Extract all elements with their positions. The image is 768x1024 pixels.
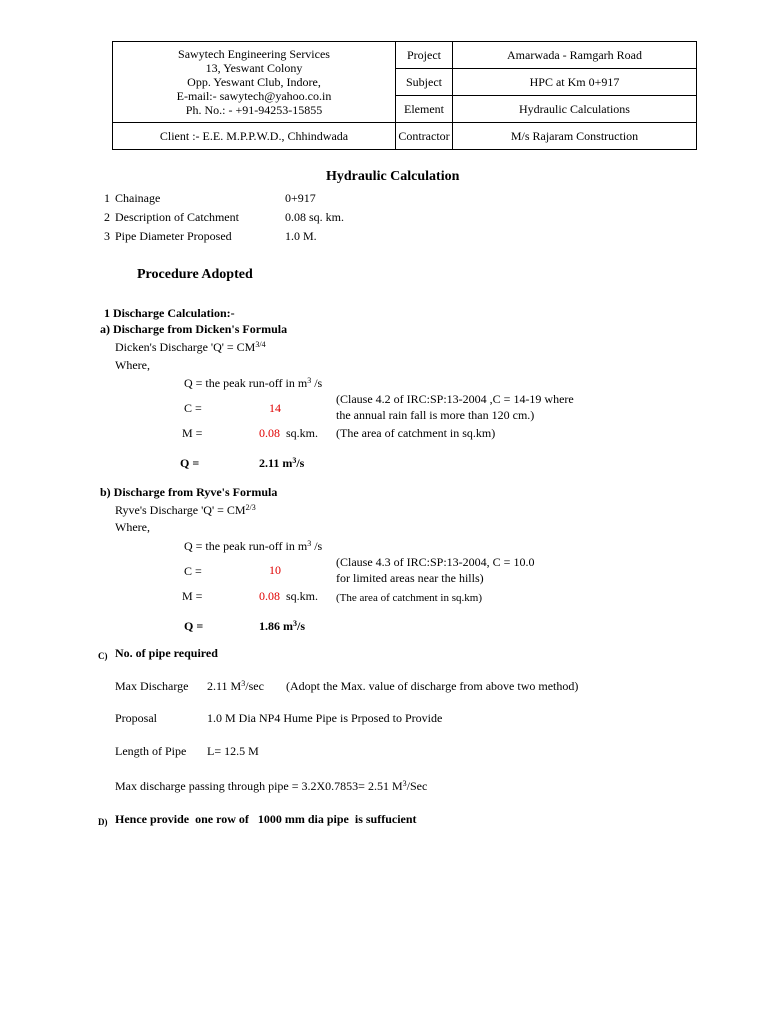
ryves-m-note: (The area of catchment in sq.km) — [336, 592, 482, 604]
info-num-2: 2 — [104, 210, 110, 224]
page-title: Hydraulic Calculation — [326, 169, 460, 184]
dickens-c-note-2: the annual rain fall is more than 120 cm.) — [336, 408, 535, 422]
info-num-3: 3 — [104, 229, 110, 243]
dickens-c-label: C = — [184, 401, 202, 415]
pipe-capacity-unit: /Sec — [406, 779, 428, 793]
info-value-pipe: 1.0 M. — [285, 229, 317, 243]
subject-label: Subject — [396, 69, 453, 96]
conclusion-text: Hence provide one row of 1000 mm dia pipe is suffucient — [115, 812, 417, 826]
pipes-heading: No. of pipe required — [115, 646, 218, 660]
info-label-catchment: Description of Catchment — [115, 210, 239, 224]
dickens-formula — [115, 340, 266, 354]
info-label-pipe: Pipe Diameter Proposed — [115, 229, 232, 243]
header-table — [112, 41, 697, 150]
pipe-capacity-text: Max discharge passing through pipe = 3.2X0.7853= 2.51 M — [115, 779, 403, 793]
ryves-formula-exponent: 2/3 — [245, 503, 256, 512]
dickens-m-unit: sq.km. — [286, 426, 319, 440]
info-num-1: 1 — [104, 191, 110, 205]
company-name: Sawytech Engineering Services — [178, 47, 330, 61]
max-discharge-number: 2.11 M — [207, 679, 242, 693]
ryves-q-definition — [184, 539, 322, 553]
dickens-q-value: 2.11 m — [259, 456, 293, 470]
ryves-q-value: 1.86 m — [259, 619, 293, 633]
ryves-q-label: Q = — [184, 619, 204, 633]
dickens-c-value: 14 — [269, 401, 281, 415]
ryves-q-result — [259, 619, 305, 633]
ryves-c-note-1: (Clause 4.3 of IRC:SP:13-2004, C = 10.0 — [336, 555, 535, 569]
ryves-m-label: M = — [182, 589, 203, 603]
ryves-formula — [115, 503, 256, 517]
dickens-m-value: 0.08 — [259, 426, 280, 440]
dickens-q-unit: /s — [296, 456, 305, 470]
address-line-2: Opp. Yeswant Club, Indore, — [187, 75, 321, 89]
project-label: Project — [396, 42, 453, 69]
dickens-m-label: M = — [182, 426, 203, 440]
ryves-q-def-end: /s — [311, 539, 323, 553]
ryves-q-unit: /s — [297, 619, 306, 633]
info-value-catchment: 0.08 sq. km. — [285, 210, 345, 224]
ryves-where: Where, — [115, 520, 150, 534]
dickens-formula-exponent: 3/4 — [255, 340, 266, 349]
dickens-q-def-exponent: 3 — [307, 376, 312, 385]
dickens-q-exponent: 3 — [292, 456, 297, 465]
proposal-value: 1.0 M Dia NP4 Hume Pipe is Prposed to Provide — [207, 711, 443, 725]
max-discharge-note: (Adopt the Max. value of discharge from above two method) — [286, 679, 579, 693]
info-value-chainage: 0+917 — [285, 191, 316, 205]
max-discharge-unit: /sec — [245, 679, 264, 693]
pipe-length-label: Length of Pipe — [115, 744, 187, 758]
ryves-heading: b) Discharge from Ryve's Formula — [100, 485, 278, 499]
dickens-q-definition — [184, 376, 322, 390]
ryves-q-def-text: Q = the peak run-off in m — [184, 539, 308, 553]
ryves-c-note-2: for limited areas near the hills) — [336, 571, 484, 585]
dickens-q-def-end: /s — [311, 376, 323, 390]
dickens-m-note: (The area of catchment in sq.km) — [336, 426, 496, 440]
element-value: Hydraulic Calculations — [453, 96, 697, 123]
ryves-c-label: C = — [184, 564, 202, 578]
conclusion-marker: D) — [98, 817, 108, 827]
email-line: E-mail:- sawytech@yahoo.co.in — [176, 89, 332, 103]
procedure-heading: Procedure Adopted — [137, 267, 253, 282]
max-discharge-label: Max Discharge — [115, 679, 189, 693]
subject-value: HPC at Km 0+917 — [453, 69, 697, 96]
ryves-q-exponent: 3 — [293, 619, 297, 628]
pipe-capacity-line — [115, 779, 427, 793]
max-discharge-value — [207, 679, 264, 693]
pipe-capacity-exponent: 3 — [402, 779, 407, 788]
address-line-1: 13, Yeswant Colony — [205, 61, 303, 75]
max-discharge-exponent: 3 — [241, 679, 246, 688]
ryves-m-value: 0.08 — [259, 589, 280, 603]
pipe-length-value: L= 12.5 M — [207, 744, 259, 758]
pipes-marker: C) — [98, 651, 108, 661]
dickens-formula-text: Dicken's Discharge 'Q' = CM — [115, 340, 256, 354]
ryves-q-def-exponent: 3 — [307, 539, 312, 548]
discharge-heading: 1 Discharge Calculation:- — [104, 306, 235, 320]
dickens-q-def-text: Q = the peak run-off in m — [184, 376, 308, 390]
contractor-value: M/s Rajaram Construction — [453, 123, 697, 150]
ryves-c-value: 10 — [269, 563, 281, 577]
ryves-formula-text: Ryve's Discharge 'Q' = CM — [115, 503, 246, 517]
contractor-label: Contractor — [396, 123, 453, 150]
element-label: Element — [396, 96, 453, 123]
ryves-m-unit: sq.km. — [286, 589, 319, 603]
company-address-cell — [113, 42, 396, 123]
dickens-where: Where, — [115, 358, 150, 372]
dickens-c-note-1: (Clause 4.2 of IRC:SP:13-2004 ,C = 14-19 where — [336, 392, 574, 406]
dickens-q-result — [259, 456, 304, 470]
dickens-heading: a) Discharge from Dicken's Formula — [100, 322, 288, 336]
dickens-q-label: Q = — [180, 456, 200, 470]
phone-line: Ph. No.: - +91-94253-15855 — [185, 103, 323, 117]
proposal-label: Proposal — [115, 711, 157, 725]
client-cell: Client :- E.E. M.P.P.W.D., Chhindwada — [113, 123, 396, 150]
info-label-chainage: Chainage — [115, 191, 161, 205]
project-value: Amarwada - Ramgarh Road — [453, 42, 697, 69]
